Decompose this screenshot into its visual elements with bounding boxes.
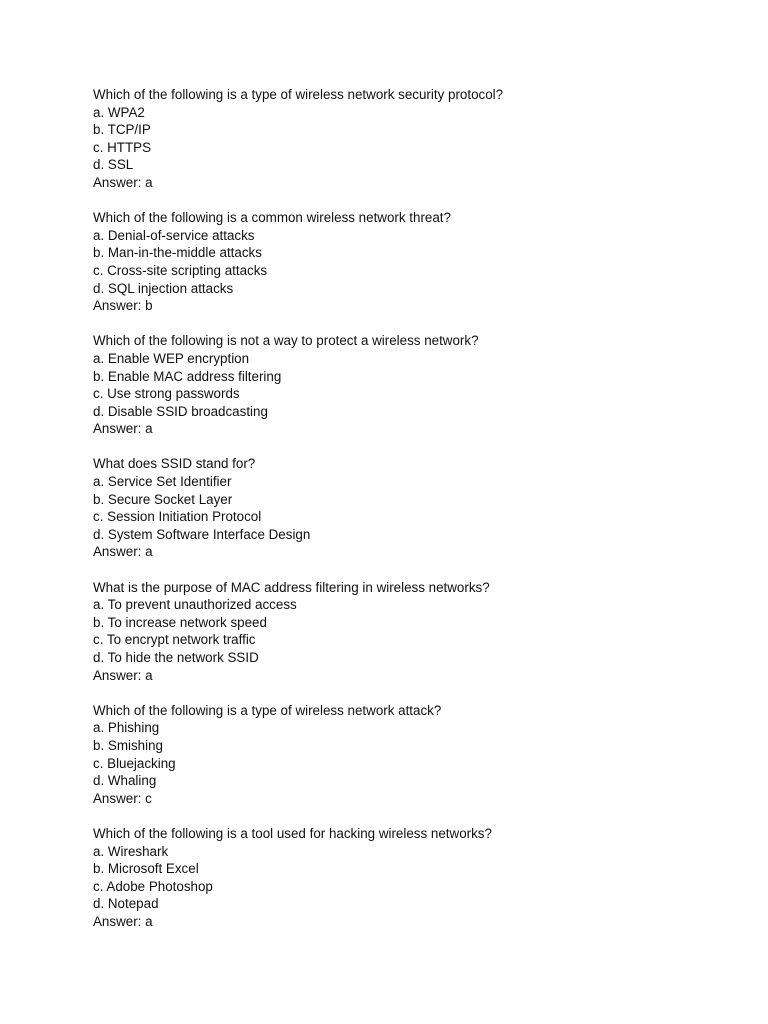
question-block-6 (93, 702, 713, 808)
answer-line: Answer: a (93, 421, 153, 437)
option-d: d. To hide the network SSID (93, 650, 259, 665)
question-text: What does SSID stand for? (93, 456, 256, 472)
option-c: c. Adobe Photoshop (93, 878, 213, 894)
option-d: d. SSL (93, 157, 134, 173)
option-c: c. To encrypt network traffic (93, 632, 256, 648)
answer-line: Answer: b (93, 298, 153, 314)
question-block-3 (93, 332, 713, 438)
question-block-5 (93, 579, 713, 685)
question-block-2 (93, 209, 713, 315)
question-block-7 (93, 825, 713, 931)
option-a: a. Service Set Identifier (93, 474, 232, 490)
question-text: Which of the following is a type of wireless network security protocol? (93, 87, 504, 102)
option-b: b. TCP/IP (93, 122, 151, 138)
question-text: Which of the following is a common wireless network threat? (93, 210, 451, 226)
option-b: b. Man-in-the-middle attacks (93, 245, 262, 261)
option-c: c. HTTPS (93, 139, 152, 155)
option-b: b. Enable MAC address filtering (93, 368, 282, 384)
option-d: d. Notepad (93, 896, 159, 912)
question-block-4 (93, 455, 713, 561)
answer-line: Answer: c (93, 790, 152, 806)
option-a: a. To prevent unauthorized access (93, 597, 297, 613)
answer-line: Answer: a (93, 544, 153, 560)
question-text: Which of the following is a type of wireless network attack? (93, 702, 442, 718)
question-block-1 (93, 86, 713, 192)
option-b: b. Smishing (93, 737, 163, 753)
question-text: Which of the following is a tool used for hacking wireless networks? (93, 825, 492, 841)
option-c: c. Cross-site scripting attacks (93, 262, 268, 278)
option-c: c. Bluejacking (93, 755, 176, 771)
option-d: d. System Software Interface Design (93, 526, 311, 542)
option-d: d. SQL injection attacks (93, 280, 234, 296)
option-a: a. Phishing (93, 720, 160, 736)
option-a: a. Denial-of-service attacks (93, 227, 255, 243)
quiz-content (93, 86, 713, 948)
answer-line: Answer: a (93, 174, 153, 190)
answer-line: Answer: a (93, 913, 153, 929)
option-d: d. Whaling (93, 773, 157, 789)
option-c: c. Use strong passwords (93, 386, 240, 402)
option-a: a. Enable WEP encryption (93, 350, 250, 366)
option-d: d. Disable SSID broadcasting (93, 403, 268, 419)
option-c: c. Session Initiation Protocol (93, 509, 262, 525)
option-a: a. WPA2 (93, 104, 145, 120)
question-text: What is the purpose of MAC address filtering in wireless networks? (93, 579, 490, 595)
answer-line: Answer: a (93, 667, 153, 683)
option-a: a. Wireshark (93, 843, 169, 859)
option-b: b. Secure Socket Layer (93, 491, 233, 507)
option-b: b. Microsoft Excel (93, 861, 199, 877)
question-text: Which of the following is not a way to protect a wireless network? (93, 333, 479, 349)
option-b: b. To increase network speed (93, 614, 267, 630)
